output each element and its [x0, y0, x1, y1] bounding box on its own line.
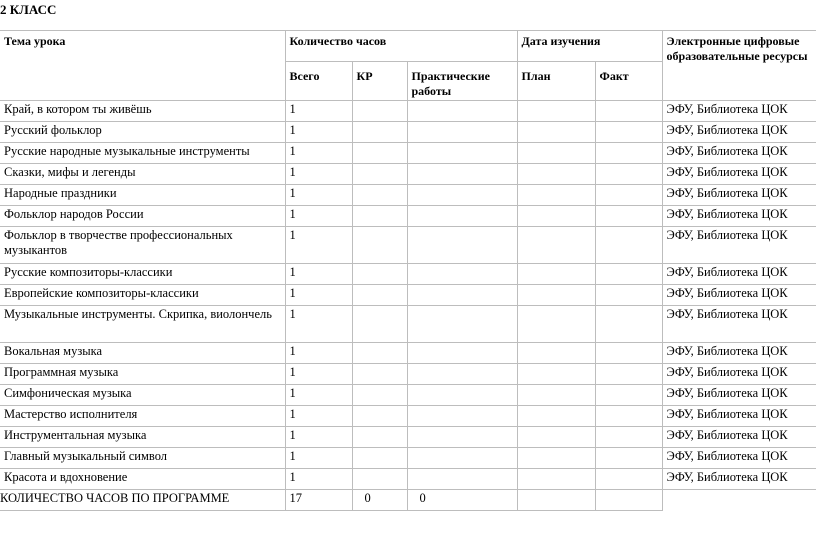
row-fact	[595, 185, 662, 206]
row-fact	[595, 285, 662, 306]
row-hours: 1	[285, 406, 352, 427]
row-practical	[407, 143, 517, 164]
col-topic: Тема урока	[0, 31, 285, 101]
total-resource	[662, 490, 816, 511]
row-kr	[352, 448, 407, 469]
row-topic: Мастерство исполнителя	[0, 406, 285, 427]
row-plan	[517, 306, 595, 343]
row-plan	[517, 427, 595, 448]
table-row	[0, 143, 816, 164]
row-resource: ЭФУ, Библиотека ЦОК	[662, 227, 816, 264]
row-topic: Главный музыкальный символ	[0, 448, 285, 469]
row-practical	[407, 206, 517, 227]
row-plan	[517, 385, 595, 406]
row-plan	[517, 469, 595, 490]
total-practical: 0	[407, 490, 517, 511]
row-hours: 1	[285, 427, 352, 448]
row-practical	[407, 164, 517, 185]
row-kr	[352, 122, 407, 143]
page-title: 2 КЛАСС	[0, 2, 57, 17]
table-row	[0, 285, 816, 306]
row-hours: 1	[285, 164, 352, 185]
row-plan	[517, 227, 595, 264]
row-topic: Программная музыка	[0, 364, 285, 385]
row-plan	[517, 206, 595, 227]
row-kr	[352, 343, 407, 364]
col-kr: КР	[352, 62, 407, 101]
row-plan	[517, 143, 595, 164]
row-fact	[595, 448, 662, 469]
row-resource: ЭФУ, Библиотека ЦОК	[662, 406, 816, 427]
row-plan	[517, 122, 595, 143]
row-hours: 1	[285, 143, 352, 164]
row-fact	[595, 427, 662, 448]
row-resource: ЭФУ, Библиотека ЦОК	[662, 343, 816, 364]
row-topic: Край, в котором ты живёшь	[0, 101, 285, 122]
row-fact	[595, 164, 662, 185]
row-resource: ЭФУ, Библиотека ЦОК	[662, 164, 816, 185]
row-fact	[595, 385, 662, 406]
row-resource: ЭФУ, Библиотека ЦОК	[662, 427, 816, 448]
col-date: Дата изучения	[517, 31, 662, 62]
row-kr	[352, 406, 407, 427]
table-row	[0, 185, 816, 206]
total-row	[0, 490, 816, 511]
row-fact	[595, 206, 662, 227]
total-hours: 17	[285, 490, 352, 511]
row-topic: Инструментальная музыка	[0, 427, 285, 448]
row-hours: 1	[285, 306, 352, 343]
row-hours: 1	[285, 185, 352, 206]
row-fact	[595, 343, 662, 364]
row-practical	[407, 264, 517, 285]
row-kr	[352, 469, 407, 490]
table-row	[0, 385, 816, 406]
row-topic: Вокальная музыка	[0, 343, 285, 364]
row-hours: 1	[285, 448, 352, 469]
row-topic: Красота и вдохновение	[0, 469, 285, 490]
row-hours: 1	[285, 285, 352, 306]
row-resource: ЭФУ, Библиотека ЦОК	[662, 101, 816, 122]
row-plan	[517, 285, 595, 306]
row-fact	[595, 406, 662, 427]
table-row	[0, 164, 816, 185]
header-row	[0, 31, 816, 62]
row-resource: ЭФУ, Библиотека ЦОК	[662, 185, 816, 206]
row-plan	[517, 343, 595, 364]
row-resource: ЭФУ, Библиотека ЦОК	[662, 122, 816, 143]
row-topic: Симфоническая музыка	[0, 385, 285, 406]
row-resource: ЭФУ, Библиотека ЦОК	[662, 364, 816, 385]
total-kr: 0	[352, 490, 407, 511]
total-label: КОЛИЧЕСТВО ЧАСОВ ПО ПРОГРАММЕ	[0, 490, 285, 511]
row-kr	[352, 101, 407, 122]
row-kr	[352, 385, 407, 406]
row-kr	[352, 227, 407, 264]
row-practical	[407, 227, 517, 264]
row-resource: ЭФУ, Библиотека ЦОК	[662, 264, 816, 285]
row-plan	[517, 164, 595, 185]
row-resource: ЭФУ, Библиотека ЦОК	[662, 143, 816, 164]
col-practical: Практические работы	[407, 62, 517, 101]
row-kr	[352, 185, 407, 206]
table-row	[0, 227, 816, 264]
row-hours: 1	[285, 101, 352, 122]
row-kr	[352, 306, 407, 343]
row-practical	[407, 343, 517, 364]
row-fact	[595, 364, 662, 385]
row-plan	[517, 101, 595, 122]
col-hours: Количество часов	[285, 31, 517, 62]
row-resource: ЭФУ, Библиотека ЦОК	[662, 206, 816, 227]
row-resource: ЭФУ, Библиотека ЦОК	[662, 448, 816, 469]
row-practical	[407, 101, 517, 122]
row-practical	[407, 427, 517, 448]
row-resource: ЭФУ, Библиотека ЦОК	[662, 385, 816, 406]
row-topic: Музыкальные инструменты. Скрипка, виолончель	[0, 306, 285, 343]
row-kr	[352, 285, 407, 306]
table-row	[0, 406, 816, 427]
row-topic: Русские народные музыкальные инструменты	[0, 143, 285, 164]
row-topic: Народные праздники	[0, 185, 285, 206]
row-fact	[595, 264, 662, 285]
lesson-plan-table	[0, 30, 816, 511]
col-total: Всего	[285, 62, 352, 101]
table-row	[0, 364, 816, 385]
row-plan	[517, 364, 595, 385]
table-row	[0, 206, 816, 227]
table-row	[0, 122, 816, 143]
row-hours: 1	[285, 264, 352, 285]
table-row	[0, 101, 816, 122]
col-resources: Электронные цифровые образовательные ресурсы	[662, 31, 816, 101]
row-practical	[407, 285, 517, 306]
row-plan	[517, 185, 595, 206]
row-practical	[407, 185, 517, 206]
col-fact: Факт	[595, 62, 662, 101]
row-hours: 1	[285, 469, 352, 490]
row-practical	[407, 385, 517, 406]
row-topic: Фольклор народов России	[0, 206, 285, 227]
row-hours: 1	[285, 122, 352, 143]
row-practical	[407, 406, 517, 427]
row-topic: Русский фольклор	[0, 122, 285, 143]
row-topic: Фольклор в творчестве профессиональных музыкантов	[0, 227, 285, 264]
row-kr	[352, 206, 407, 227]
table-row	[0, 427, 816, 448]
row-plan	[517, 448, 595, 469]
row-hours: 1	[285, 385, 352, 406]
table-row	[0, 343, 816, 364]
row-plan	[517, 264, 595, 285]
row-kr	[352, 143, 407, 164]
row-resource: ЭФУ, Библиотека ЦОК	[662, 306, 816, 343]
row-topic: Европейские композиторы-классики	[0, 285, 285, 306]
table-row	[0, 448, 816, 469]
row-fact	[595, 227, 662, 264]
row-hours: 1	[285, 343, 352, 364]
total-fact	[595, 490, 662, 511]
row-practical	[407, 364, 517, 385]
row-resource: ЭФУ, Библиотека ЦОК	[662, 469, 816, 490]
row-hours: 1	[285, 227, 352, 264]
row-fact	[595, 143, 662, 164]
row-kr	[352, 264, 407, 285]
row-topic: Русские композиторы-классики	[0, 264, 285, 285]
row-topic: Сказки, мифы и легенды	[0, 164, 285, 185]
row-fact	[595, 122, 662, 143]
row-hours: 1	[285, 206, 352, 227]
row-practical	[407, 448, 517, 469]
row-practical	[407, 122, 517, 143]
table-row	[0, 306, 816, 343]
row-hours: 1	[285, 364, 352, 385]
total-plan	[517, 490, 595, 511]
row-practical	[407, 306, 517, 343]
row-plan	[517, 406, 595, 427]
row-fact	[595, 101, 662, 122]
row-resource: ЭФУ, Библиотека ЦОК	[662, 285, 816, 306]
table-row	[0, 264, 816, 285]
row-kr	[352, 427, 407, 448]
row-kr	[352, 164, 407, 185]
table-row	[0, 469, 816, 490]
row-kr	[352, 364, 407, 385]
row-fact	[595, 306, 662, 343]
row-fact	[595, 469, 662, 490]
row-practical	[407, 469, 517, 490]
col-plan: План	[517, 62, 595, 101]
